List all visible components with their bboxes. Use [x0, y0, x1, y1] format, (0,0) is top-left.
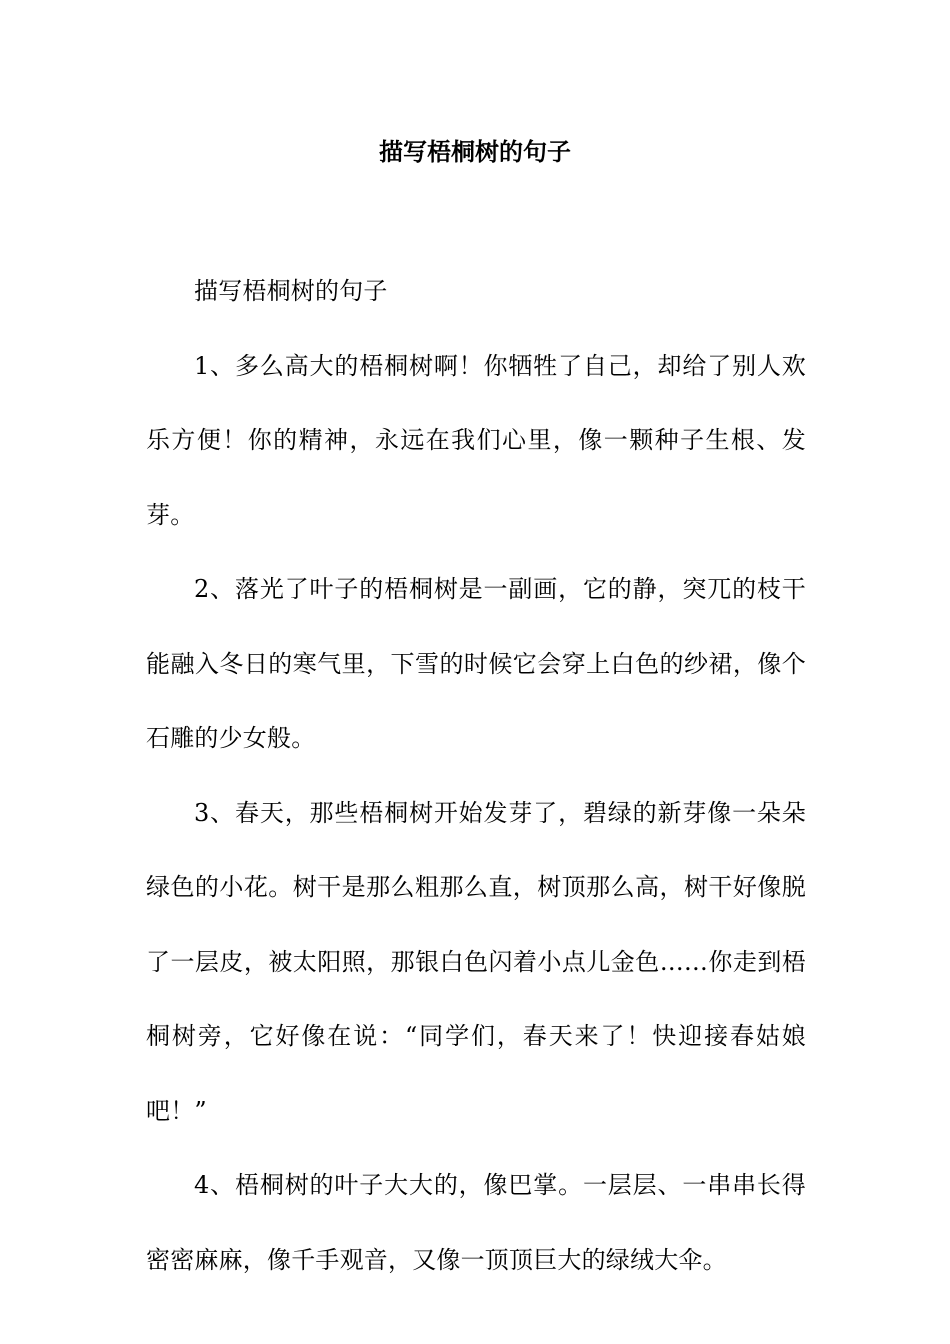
subtitle-paragraph: 描写梧桐树的句子: [194, 277, 388, 305]
paragraph-3: 3、春天，那些梧桐树开始发芽了，碧绿的新芽像一朵朵绿色的小花。树干是那么粗那么直，树顶那么高，树干好像脱了一层皮，被太阳照，那银白色闪着小点儿金色……你走到梧桐树旁，它好像在说：“同学们，春天来了！快迎接春姑娘吧！”: [146, 798, 806, 1125]
paragraph-1: 1、多么高大的梧桐树啊！你牺牲了自己，却给了别人欢乐方便！你的精神，永远在我们心里，像一颗种子生根、发芽。: [146, 351, 806, 529]
paragraph-2: 2、落光了叶子的梧桐树是一副画，它的静，突兀的枝干能融入冬日的寒气里，下雪的时候它会穿上白色的纱裙，像个石雕的少女般。: [146, 575, 806, 752]
document-body: [146, 254, 806, 1297]
paragraph-4: 4、梧桐树的叶子大大的，像巴掌。一层层、一串串长得密密麻麻，像千手观音，又像一顶顶巨大的绿绒大伞。: [146, 1171, 806, 1274]
document-title: 描写梧桐树的句子: [379, 138, 571, 166]
